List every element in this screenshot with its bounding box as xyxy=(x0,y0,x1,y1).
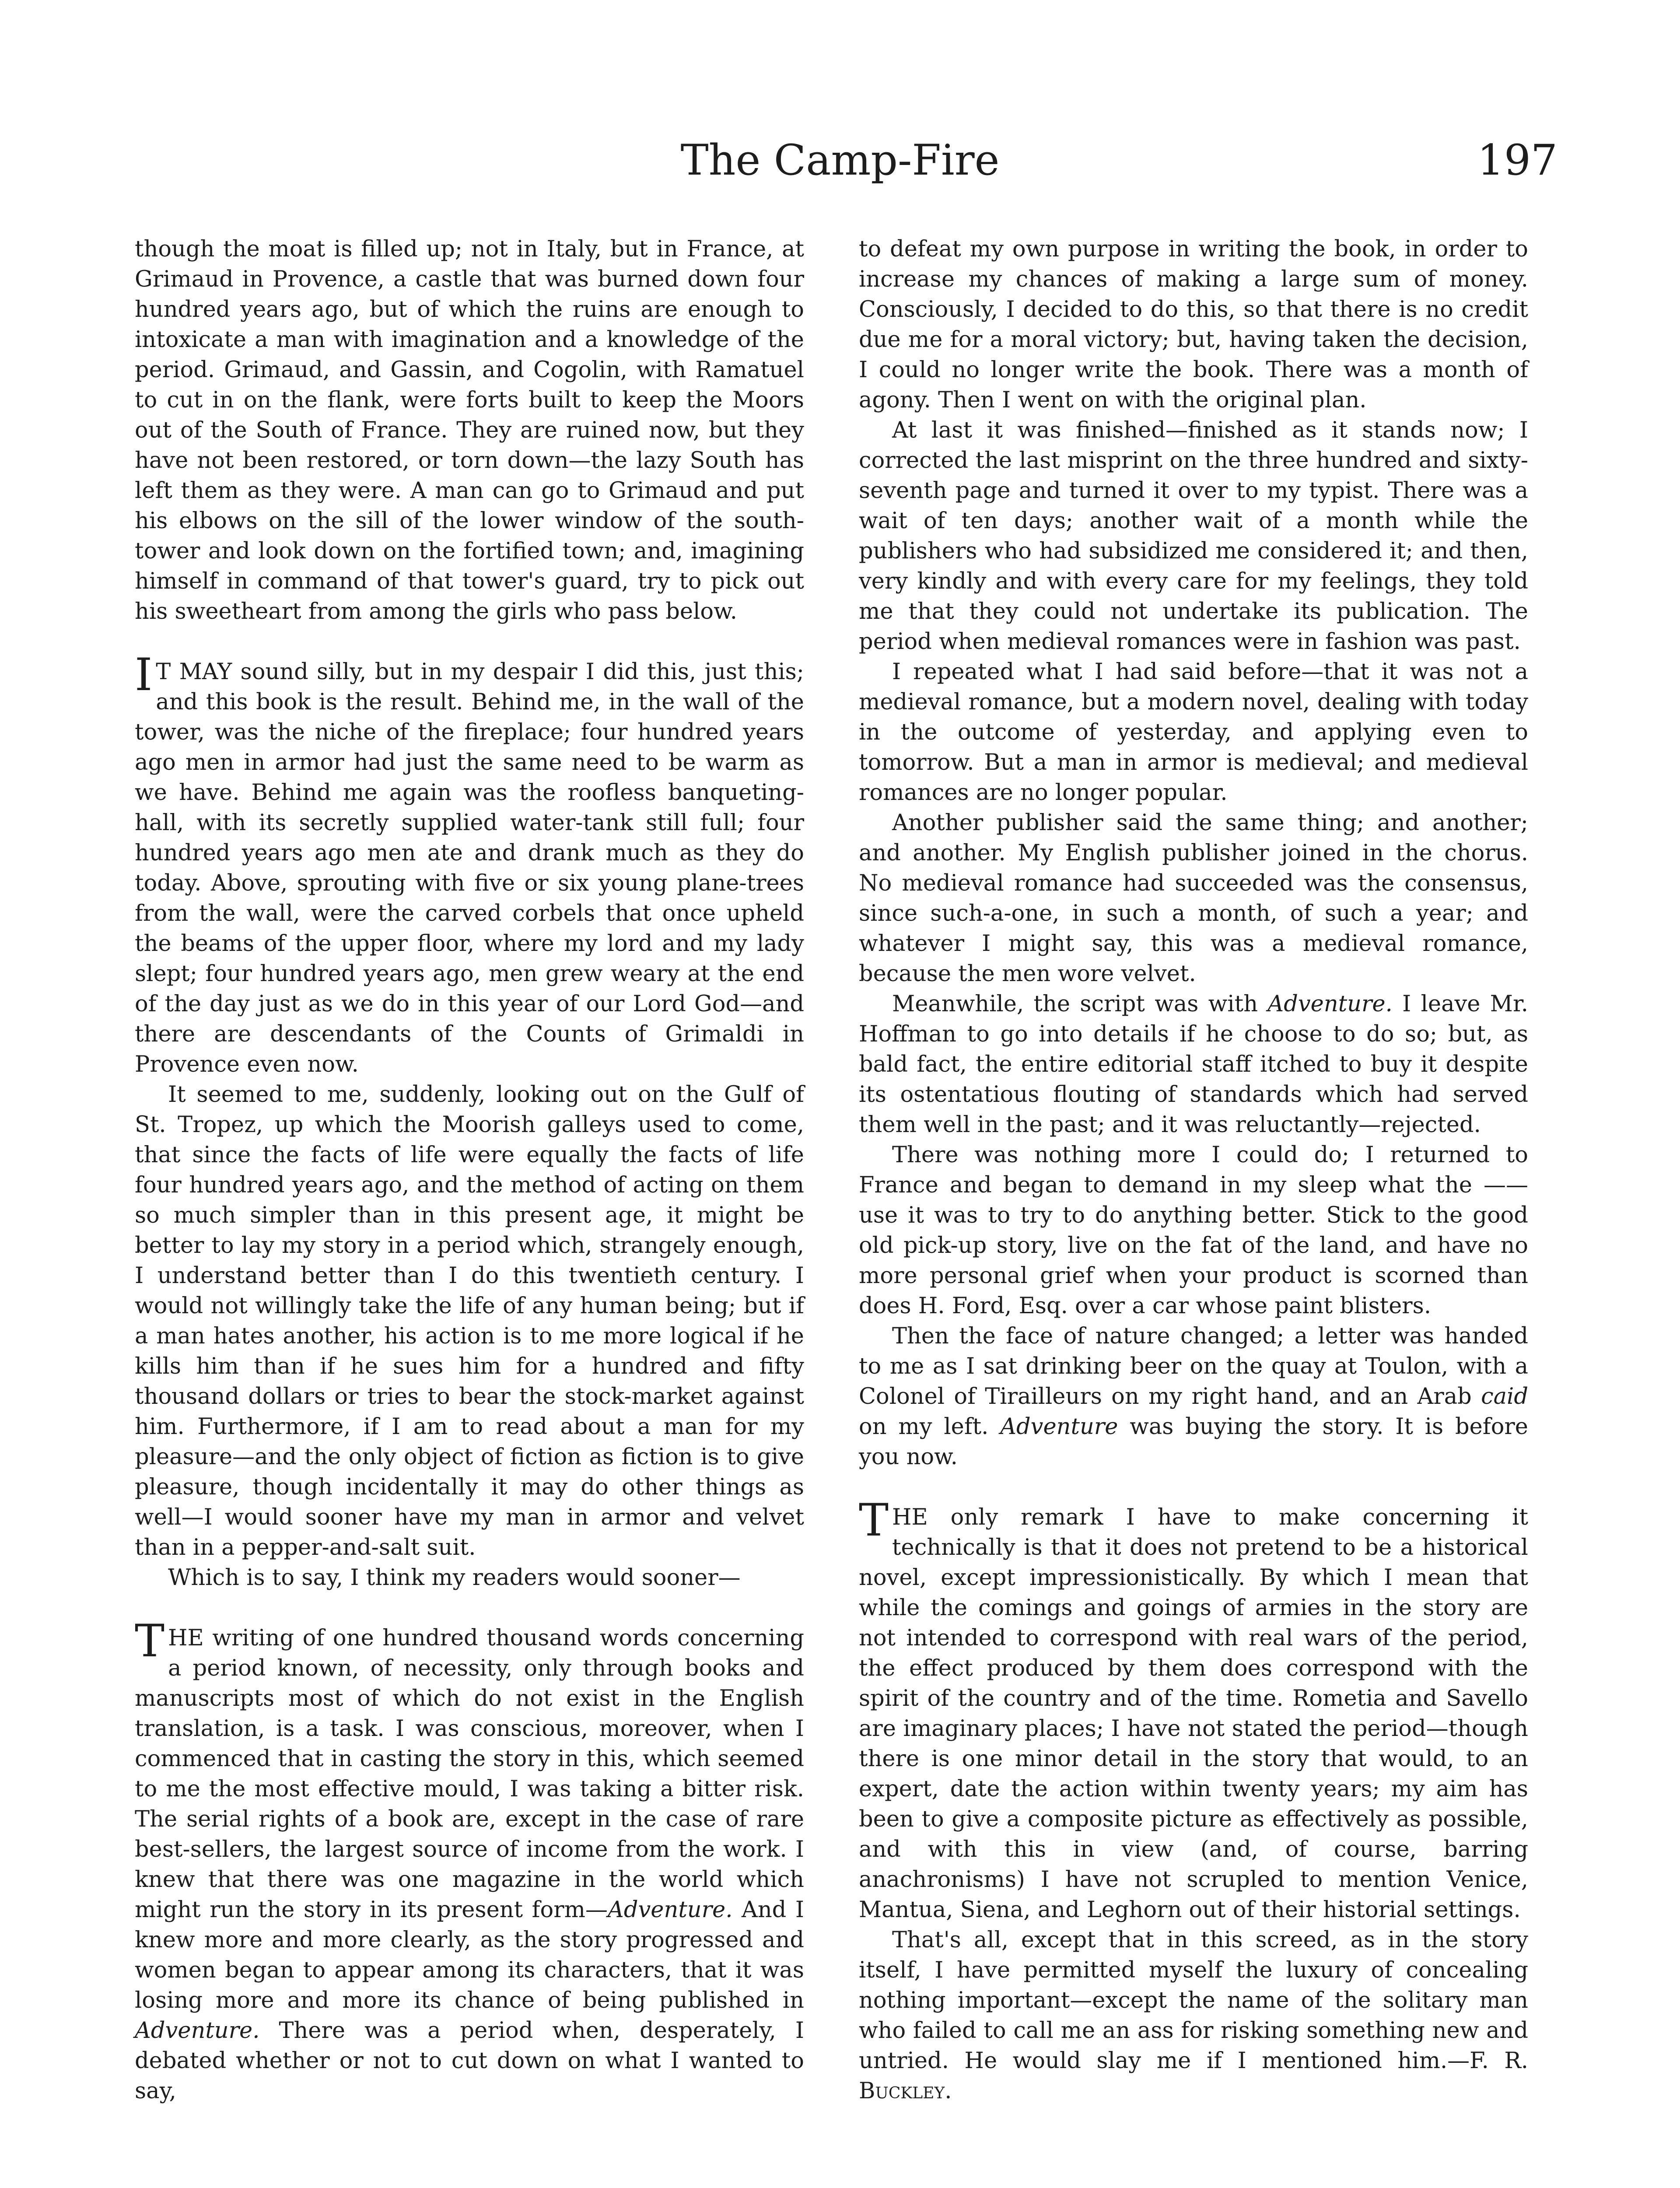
magazine-title: Adventure. xyxy=(135,2018,260,2044)
lead-caps: HE xyxy=(892,1504,928,1530)
paragraph-text: Then the face of nature changed; a letter was handed to me as I sat drinking beer on the quay at Toulon, with a Colonel of Tirailleurs on my right hand, and an Arab xyxy=(859,1323,1528,1410)
paragraph: to defeat my own purpose in writing the book, in order to increase my chances of making a large sum of money. Consciously, I decided to do this, so that there is no credit due me for a moral victory; but, having taken the decision, I could no longer write the book. There was a month of agony. Then I went on with the original plan. xyxy=(859,236,1528,413)
paragraph xyxy=(859,1925,1528,2106)
paragraph-text: only remark I have to make concerning it technically is that it does not pretend to be a historical novel, except impressionistically. By which I mean that while the comings and goings of armies in the story are not intended to correspond with real wars of the period, the effect produced by them does correspond with the spirit of the country and of the time. Rometia and Savello are imaginary places; I have not stated the period—though there is one minor detail in the story that would, to an expert, date the action within twenty years; my aim has been to give a composite picture as effectively as possible, and with this in view (and, of course, barring anachronisms) I have not scrupled to mention Venice, Mantua, Siena, and Leghorn out of their historial settings. xyxy=(859,1504,1528,1923)
paragraph-text: sound silly, but in my despair I did this, just this; and this book is the result. Behind me, in the wall of the tower, was the niche of the fireplace; four hundred years ago men in armor had just the same need to be warm as we have. Behind me again was the roofless banqueting-hall, with its secretly supplied water-tank still full; four hundred years ago men ate and drank much as they do today. Above, sprouting with five or six young plane-trees from the wall, were the carved corbels that once upheld the beams of the upper floor, where my lord and my lady slept; four hundred years ago, men grew weary at the end of the day just as we do in this year of our Lord God—and there are descendants of the Counts of Grimaldi in Provence even now. xyxy=(135,659,804,1077)
paragraph-text: was buying the story. It is before you now. xyxy=(859,1414,1528,1470)
section-paragraph xyxy=(859,1494,1528,1925)
lead-caps: T MAY xyxy=(156,659,232,685)
paragraph xyxy=(859,989,1528,1140)
drop-cap: I xyxy=(135,649,153,701)
paragraph-text: That's all, except that in this screed, as in the story itself, I have permitted myself the luxury of concealing nothing important—except the name of the solitary man who failed to call me an ass for risking something new and untried. He would slay me if I mentioned him.—F. R. xyxy=(859,1927,1528,2074)
paragraph: I repeated what I had said before—that it was not a medieval romance, but a modern novel, dealing with today in the outcome of yesterday, and applying even to tomorrow. But a man in armor is medieval; and medieval romances are no longer popular. xyxy=(859,659,1528,806)
left-column xyxy=(135,234,804,2106)
paragraph: Which is to say, I think my readers would sooner— xyxy=(168,1565,741,1591)
paragraph-text: on my left. xyxy=(859,1414,1001,1440)
section-paragraph xyxy=(135,1615,804,2106)
magazine-title: Adventure xyxy=(1000,1414,1118,1440)
right-column xyxy=(859,234,1528,2106)
paragraph-text: writing of one hundred thousand words concerning a period known, of necessity, only through books and manuscripts most of which do not exist in the English translation, is a task. I was conscious, moreover, when I commenced that in casting the story in this, which seemed to me the most effective mould, I was taking a bitter risk. The serial rights of a book are, except in the case of rare best-sellers, the largest source of income from the work. I knew that there was one magazine in the world which might run the story in its present form— xyxy=(135,1625,804,1923)
paragraph: Another publisher said the same thing; and another; and another. My English publisher joined in the chorus. No medieval romance had succeeded was the consensus, since such-a-one, in such a month, of such a year; and whatever I might say, this was a medieval romance, because the men wore velvet. xyxy=(859,810,1528,987)
paragraph-text: Meanwhile, the script was with xyxy=(892,991,1268,1017)
paragraph-text: There was a period when, desperately, I debated whether or not to cut down on what I wanted to say, xyxy=(135,2018,804,2104)
paragraph: though the moat is filled up; not in Italy, but in France, at Grimaud in Provence, a castle that was burned down four hundred years ago, but of which the ruins are enough to intoxicate a man with imagination and a knowledge of the period. Grimaud, and Gassin, and Cogolin, with Ramatuel to cut in on the flank, were forts built to keep the Moors out of the South of France. They are ruined now, but they have not been restored, or torn down—the lazy South has left them as they were. A man can go to Grimaud and put his elbows on the sill of the lower window of the south-tower and look down on the fortified town; and, imagining himself in command of that tower's guard, try to pick out his sweetheart from among the girls who pass below. xyxy=(135,236,804,624)
page-number: 197 xyxy=(1477,136,1558,185)
page-title: The Camp-Fire xyxy=(680,136,1000,185)
lead-caps: HE xyxy=(168,1625,204,1651)
paragraph: At last it was finished—finished as it stands now; I corrected the last misprint on the three hundred and sixty-seventh page and turned it over to my typist. There was a wait of ten days; another wait of a month while the publishers who had subsidized me considered it; and then, very kindly and with every care for my feelings, they told me that they could not undertake its publication. The period when medieval romances were in fashion was past. xyxy=(859,417,1528,655)
paragraph: There was nothing more I could do; I returned to France and began to demand in my sleep what the —— use it was to try to do anything better. Stick to the good old pick-up story, live on the fat of the land, and have no more personal grief when your product is scorned than does H. Ford, Esq. over a car whose paint blisters. xyxy=(859,1142,1528,1319)
italic-word: caid xyxy=(1481,1384,1528,1410)
paragraph xyxy=(859,1321,1528,1472)
magazine-title: Adventure. xyxy=(1267,991,1393,1017)
drop-cap: T xyxy=(859,1494,889,1546)
author-signature: Buckley. xyxy=(859,2078,952,2104)
magazine-title: Adventure. xyxy=(608,1897,733,1923)
drop-cap: T xyxy=(135,1615,165,1667)
paragraph-text: And I knew more and more clearly, as the story progressed and women began to appear among its characters, that it was losing more and more its chance of being published in xyxy=(135,1897,804,2013)
section-paragraph xyxy=(135,649,804,1080)
paragraph-text: I leave Mr. Hoffman to go into details if he choose to do so; but, as bald fact, the entire editorial staff itched to buy it despite its ostentatious flouting of standards which had served them well in the past; and it was reluctantly—rejected. xyxy=(859,991,1528,1138)
paragraph: It seemed to me, suddenly, looking out on the Gulf of St. Tropez, up which the Moorish galleys used to come, that since the facts of life were equally the facts of life four hundred years ago, and the method of acting on them so much simpler than in this present age, it might be better to lay my story in a period which, strangely enough, I understand better than I do this twentieth century. I would not willingly take the life of any human being; but if a man hates another, his action is to me more logical if he kills him than if he sues him for a hundred and fifty thousand dollars or tries to bear the stock-market against him. Furthermore, if I am to read about a man for my pleasure—and the only object of fiction as fiction is to give pleasure, though incidentally it may do other things as well—I would sooner have my man in armor and velvet than in a pepper-and-salt suit. xyxy=(135,1082,804,1560)
